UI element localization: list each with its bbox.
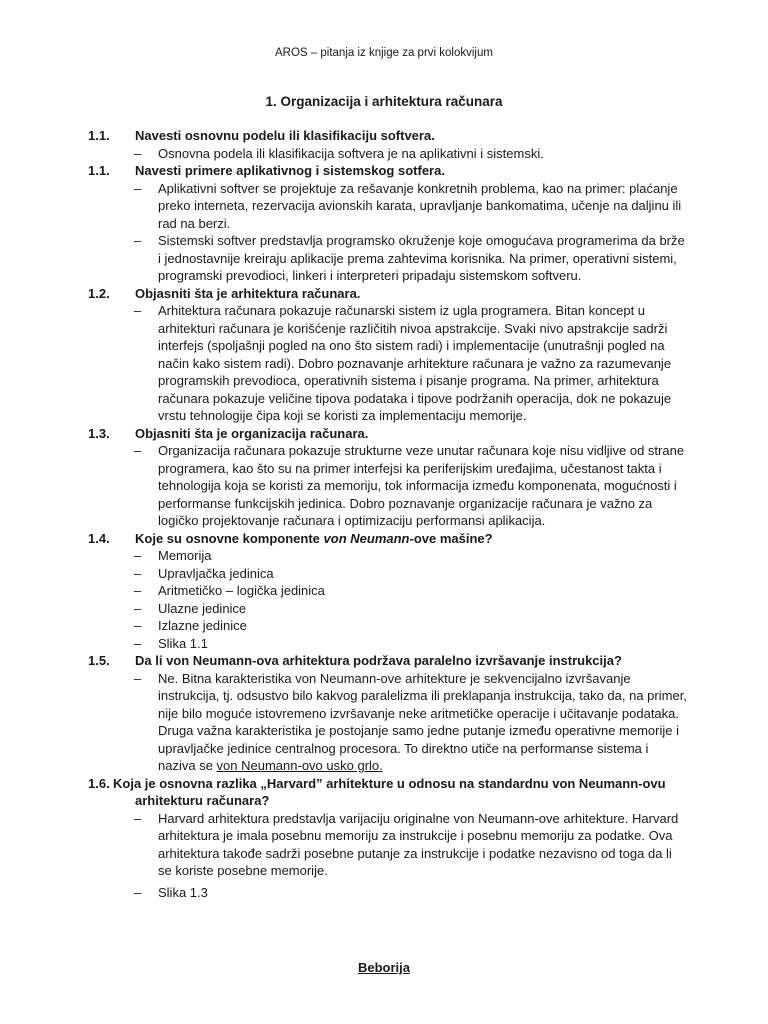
question-text: Navesti osnovnu podelu ili klasifikaciju softvera.	[135, 128, 435, 143]
answer-item	[134, 232, 688, 285]
dash-bullet: –	[134, 670, 142, 686]
dash-bullet: –	[134, 635, 142, 651]
answer-item	[134, 617, 688, 635]
answer-text: Upravljačka jedinica	[158, 565, 274, 581]
answer-item	[134, 565, 688, 583]
answer-text: Ulazne jedinice	[158, 600, 247, 616]
page-footer-author: Beborija	[357, 960, 410, 975]
question-1-1a	[88, 127, 688, 145]
answer-item	[134, 670, 688, 775]
answer-text: Slika 1.3	[158, 884, 208, 900]
chapter-number: 1.	[265, 94, 277, 109]
answer-item	[134, 547, 688, 565]
answer-item	[134, 145, 688, 163]
answer-text: Izlazne jedinice	[158, 618, 247, 633]
dash-bullet: –	[134, 233, 142, 248]
dash-bullet: –	[134, 583, 142, 598]
answer-item	[134, 302, 688, 425]
dash-bullet: –	[134, 548, 142, 563]
question-text: Da li von Neumann-ova arhitektura podržava paralelno izvršavanje instrukcija?	[135, 653, 622, 668]
question-text: Objasniti šta je organizacija računara.	[135, 425, 369, 441]
question-number: 1.2.	[88, 285, 110, 301]
question-text	[135, 530, 688, 548]
question-text: Navesti primere aplikativnog i sistemskog sotfera.	[135, 163, 445, 178]
answer-item	[134, 635, 688, 653]
answer-text: Aritmetičko – logička jedinica	[158, 583, 325, 598]
answer-item	[134, 600, 688, 618]
dash-bullet: –	[134, 618, 142, 633]
dash-bullet: –	[134, 145, 142, 161]
answer-item	[134, 180, 688, 233]
question-number: 1.4.	[88, 530, 110, 546]
answer-text: Osnovna podela ili klasifikacija softvera je na aplikativni i sistemski.	[158, 145, 544, 161]
question-number: 1.1.	[88, 163, 110, 178]
question-text-part: Koje su osnovne komponente	[135, 530, 324, 546]
question-number: 1.3.	[88, 425, 110, 441]
question-text-italic: von Neumann	[323, 530, 410, 546]
answer-item	[134, 442, 688, 530]
chapter-title-text: Organizacija i arhitektura računara	[280, 94, 503, 109]
dash-bullet: –	[134, 303, 142, 318]
answer-text	[158, 670, 688, 775]
answer-text: Harvard arhitektura predstavlja varijaciju originalne von Neumann-ove arhitekture. Harvard arhitektura je imala posebnu memoriju za instrukcije i posebnu memoriju za podatke. Ova arhitektura takođe sadrži posebne putanje za instrukcije i podatke nezavisno od toga da li se koriste posebne memorije.	[158, 810, 679, 878]
underlined-term: von Neumann-ovo usko grlo.	[216, 758, 383, 773]
answer-item	[134, 582, 688, 600]
answer-text: Organizacija računara pokazuje strukturne veze unutar računara koje nisu vidljive od strane programera, kao što su na primer interfejsi ka periferijskim uređajima, učestanost takta i tehnologija koja se koristi za memoriju, tok informacija između komponenata, mogućnosti i performanse funkcijskih jedinica. Dobro poznavanje organizacije računara je važno za logičko projektovanje računara i optimizaciju performansi aplikacija.	[158, 443, 685, 528]
question-1-4	[88, 530, 688, 548]
question-number: 1.1.	[88, 128, 110, 143]
question-1-1b	[88, 162, 688, 180]
page-header: AROS – pitanja iz knjige za prvi kolokvijum	[275, 47, 493, 59]
answer-item	[134, 810, 688, 880]
question-number: 1.5.	[88, 653, 110, 668]
answer-text-part: Ne. Bitna karakteristika von Neumann-ove arhitekture je sekvencijalno izvršavanje instrukcija, tj. odsustvo bilo kakvog paralelizma ili preklapanja instrukcija, tako da, na primer, nije bilo moguće istovremeno izvršavanje neke aritmetičke operacije i učitavanje podataka. Druga važna karakteristika je postojanje samo jedne putanje između operativne memorije i upravljačke jedinice centralnog procesora. To direktno utiče na performanse sistema i naziva se	[158, 670, 687, 773]
dash-bullet: –	[134, 565, 142, 581]
dash-bullet: –	[134, 443, 142, 458]
answer-text: Sistemski softver predstavlja programsko okruženje koje omogućava programerima da brže i jednostavnije kreiraju aplikacije prema zahtevima korisnika. Na primer, operativni sistemi, programski prevodioci, linkeri i interpreteri pripadaju sistemskom softveru.	[158, 233, 685, 283]
question-text-part: -ove mašine?	[409, 530, 493, 546]
dash-bullet: –	[134, 600, 142, 616]
dash-bullet: –	[134, 884, 142, 900]
question-1-6	[88, 775, 688, 810]
question-text: Objasniti šta je arhitektura računara.	[135, 285, 361, 301]
answer-text: Arhitektura računara pokazuje računarski sistem iz ugla programera. Bitan koncept u arhitekturi računara je korišćenje različitih nivoa apstrakcije. Svaki nivo apstrakcije sadrži interfejs (spoljašnji pogled na ono što sistem radi) i implementacije (unutrašnji pogled na način kako sistem radi). Dobro poznavanje arhitekture računara je važno za razumevanje programskih prevodioca, operativnih sistema i pisanje programa. Na primer, arhitektura računara pokazuje veličine tipova podataka i tipove podržanih operacija, dok ne pokazuje vrstu tehnologije čipa koji se koristi za implementaciju memorije.	[158, 303, 672, 423]
document-body	[88, 127, 688, 901]
question-1-5	[88, 652, 688, 670]
answer-text: Memorija	[158, 548, 212, 563]
question-1-3	[88, 425, 688, 443]
answer-item	[134, 884, 688, 902]
chapter-title	[0, 94, 768, 109]
answer-text: Aplikativni softver se projektuje za rešavanje konkretnih problema, kao na primer: plaćanje preko interneta, rezervacija avionskih karata, upravljanje bankomatima, učenje na daljinu ili rad na berzi.	[158, 180, 682, 231]
question-text: Koja je osnovna razlika „Harvard” arhitekture u odnosu na standardnu von Neumann-ovu arhitekturu računara?	[113, 775, 666, 808]
question-number: 1.6.	[88, 775, 110, 791]
answer-text: Slika 1.1	[158, 635, 208, 651]
dash-bullet: –	[134, 810, 142, 826]
question-1-2	[88, 285, 688, 303]
dash-bullet: –	[134, 180, 142, 196]
